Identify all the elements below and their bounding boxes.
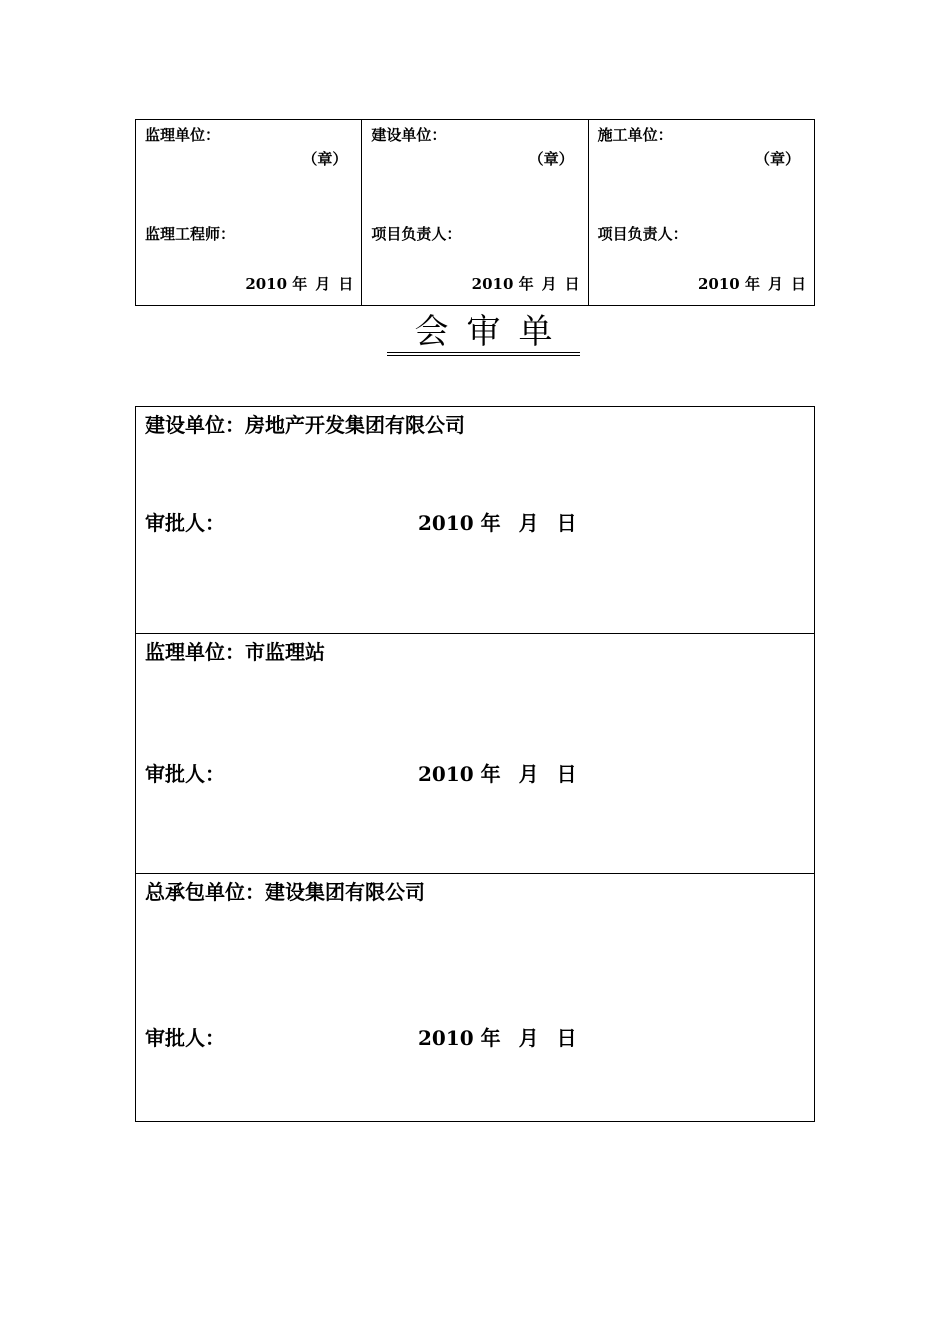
review-row-owner [136,407,814,634]
unit-name: 建设单位：房地产开发集团有限公司 [145,413,465,437]
approver-label: 审批人： [145,1026,225,1050]
person-label: 项目负责人： [597,225,688,243]
date-year: 2010 年 [418,762,501,786]
signature-cell-construction [362,120,588,305]
date-month: 月 [315,275,331,293]
date-year: 2010 年 [245,275,308,293]
date-line [418,758,577,787]
page-title: 会审单 [414,312,571,352]
date-line [245,273,353,294]
seal-label: （章） [754,150,800,168]
date-month: 月 [518,511,539,535]
date-day: 日 [338,275,354,293]
person-label: 监理工程师： [145,225,236,243]
unit-label: 监理单位： [145,126,221,144]
seal-label: （章） [302,150,348,168]
unit-label: 建设单位： [371,126,447,144]
seal-label: （章） [528,150,574,168]
review-row-supervision [136,634,814,874]
date-year: 2010 年 [697,275,760,293]
title-double-underline [387,352,580,356]
date-year: 2010 年 [471,275,534,293]
date-month: 月 [767,275,783,293]
date-line [698,273,806,294]
person-label: 项目负责人： [371,225,462,243]
review-row-contractor [136,874,814,1121]
unit-name: 监理单位：市监理站 [145,640,325,664]
date-year: 2010 年 [418,1026,501,1050]
approver-label: 审批人： [145,511,225,535]
review-table [135,406,815,1122]
date-month: 月 [518,1026,539,1050]
date-line [418,1022,577,1051]
date-day: 日 [790,275,806,293]
date-day: 日 [564,275,580,293]
page-title-block [387,312,580,356]
date-line [418,507,577,536]
approver-label: 审批人： [145,762,225,786]
date-month: 月 [541,275,557,293]
signature-cell-contractor [589,120,814,305]
date-line [472,273,580,294]
date-day: 日 [556,511,577,535]
date-day: 日 [556,762,577,786]
unit-label: 施工单位： [597,126,673,144]
signature-cell-supervision [136,120,362,305]
date-month: 月 [518,762,539,786]
unit-name: 总承包单位：建设集团有限公司 [145,880,425,904]
signature-table [135,119,815,306]
date-day: 日 [556,1026,577,1050]
date-year: 2010 年 [418,511,501,535]
